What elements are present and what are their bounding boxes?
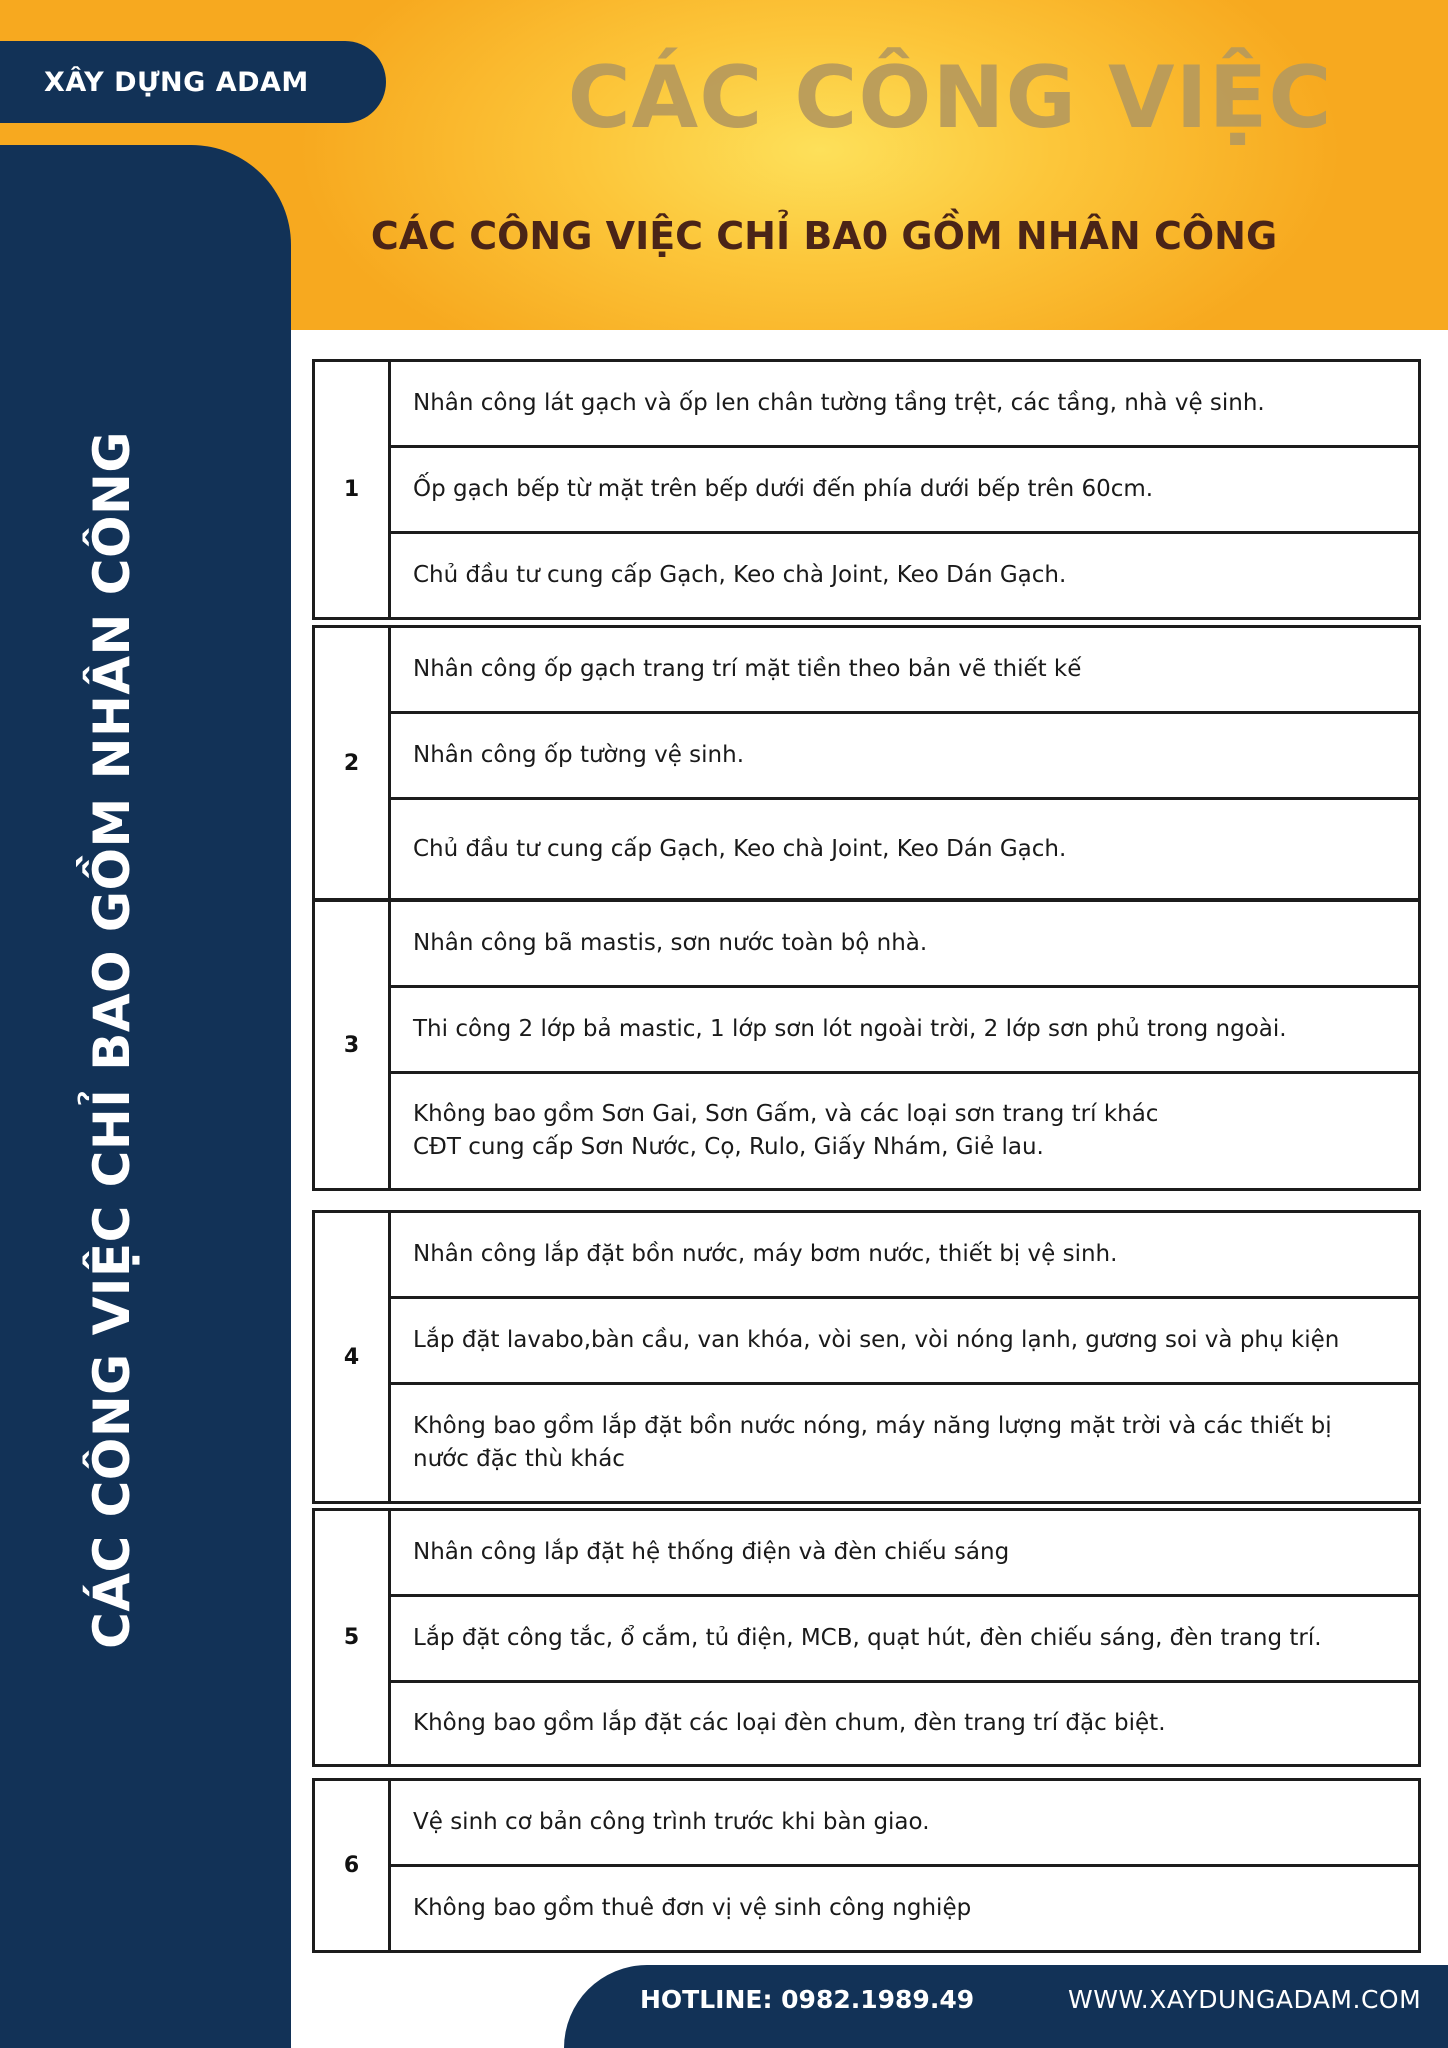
page-subtitle: CÁC CÔNG VIỆC CHỈ BA0 GỒM NHÂN CÔNG: [370, 214, 1278, 258]
work-item: Nhân công ốp gạch trang trí mặt tiền theo bản vẽ thiết kế: [391, 628, 1418, 714]
website-link[interactable]: WWW.XAYDUNGADAM.COM: [1068, 1985, 1422, 2014]
work-item: Chủ đầu tư cung cấp Gạch, Keo chà Joint, Keo Dán Gạch.: [413, 562, 1067, 589]
work-item: Nhân công lắp đặt hệ thống điện và đèn chiếu sáng: [391, 1511, 1418, 1597]
work-group: [312, 1778, 1421, 1953]
sidebar-vertical-title: CÁC CÔNG VIỆC CHỈ BAO GỒM NHÂN CÔNG: [83, 431, 141, 1649]
group-number: 1: [315, 362, 391, 617]
work-item: Thi công 2 lớp bả mastic, 1 lớp sơn lót ngoài trời, 2 lớp sơn phủ trong ngoài.: [391, 988, 1418, 1074]
group-number: 5: [315, 1511, 391, 1764]
work-item: Không bao gồm thuê đơn vị vệ sinh công nghiệp: [413, 1895, 972, 1922]
work-item: Không bao gồm lắp đặt các loại đèn chum, đèn trang trí đặc biệt.: [413, 1710, 1166, 1737]
group-number: 6: [315, 1781, 391, 1950]
work-item: Ốp gạch bếp từ mặt trên bếp dưới đến phía dưới bếp trên 60cm.: [391, 448, 1418, 534]
work-item: Vệ sinh cơ bản công trình trước khi bàn giao.: [391, 1781, 1418, 1867]
page-title: CÁC CÔNG VIỆC: [567, 48, 1333, 148]
work-group: [312, 1210, 1421, 1504]
work-group: [312, 625, 1421, 901]
work-item: Nhân công lát gạch và ốp len chân tường tầng trệt, các tầng, nhà vệ sinh.: [391, 362, 1418, 448]
work-item: Lắp đặt công tắc, ổ cắm, tủ điện, MCB, quạt hút, đèn chiếu sáng, đèn trang trí.: [391, 1597, 1418, 1683]
work-item: Nhân công bã mastis, sơn nước toàn bộ nhà.: [391, 902, 1418, 988]
work-group: [312, 1508, 1421, 1767]
work-group: [312, 359, 1421, 620]
sidebar-panel: [0, 145, 291, 2048]
group-number: 4: [315, 1213, 391, 1501]
brand-badge: [0, 41, 386, 123]
brand-name: XÂY DỰNG ADAM: [44, 66, 309, 98]
work-group: [312, 899, 1421, 1191]
work-item: Không bao gồm lắp đặt bồn nước nóng, máy năng lượng mặt trời và các thiết bị nước đặc thù khác: [413, 1413, 1332, 1472]
hotline-text: HOTLINE: 0982.1989.49: [640, 1985, 975, 2014]
work-item: Nhân công ốp tường vệ sinh.: [391, 714, 1418, 800]
work-item: Không bao gồm Sơn Gai, Sơn Gấm, và các loại sơn trang trí khác CĐT cung cấp Sơn Nước, Cọ, Rulo, Giấy Nhám, Giẻ lau.: [413, 1101, 1159, 1160]
work-item: Lắp đặt lavabo,bàn cầu, van khóa, vòi sen, vòi nóng lạnh, gương soi và phụ kiện: [391, 1299, 1418, 1385]
group-number: 2: [315, 628, 391, 898]
work-item: Chủ đầu tư cung cấp Gạch, Keo chà Joint, Keo Dán Gạch.: [413, 835, 1067, 862]
group-number: 3: [315, 902, 391, 1188]
work-item: Nhân công lắp đặt bồn nước, máy bơm nước, thiết bị vệ sinh.: [391, 1213, 1418, 1299]
